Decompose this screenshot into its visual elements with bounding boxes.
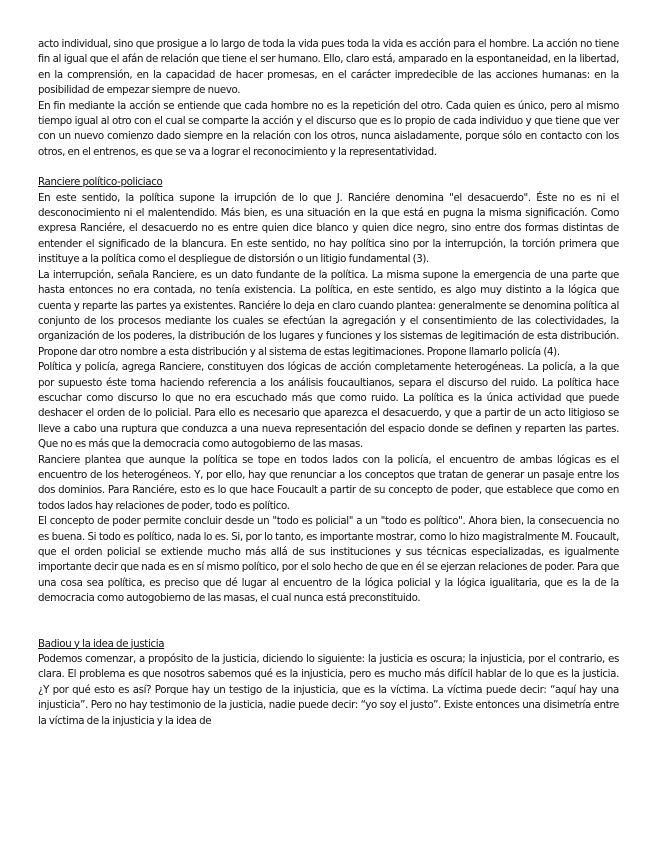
intro-paragraph-2: En fin mediante la acción se entiende que cada hombre no es la repetición del otro. Cada quien es único, pero al mismo tiempo igual al otro con el cual se comparte la acción y el discurso que es lo propio de cada individuo y que tiene que ver con un nuevo comienzo dado siempre en la relación con los otros, nunca aisladamente, porque sólo en contacto con los otros, en el entrenos, es que se va a lograr el reconocimiento y la representatividad. xyxy=(38,99,619,158)
ranciere-paragraph-2: La interrupción, señala Ranciere, es un dato fundante de la política. La misma supone la emergencia de una parte que hasta entonces no era contada, no tenía existencia. La política, en este sentido, es algo muy distinto a la lógica que cuenta y reparte las partes ya existentes. Ranciére lo deja en claro cuando plantea: generalmente se denomina política al conjunto de los procesos mediante los cuales se efectúan la agregación y el consentimiento de las colectividades, la organización de los poderes, la distribución de los lugares y funciones y los sistemas de legitimación de esta distribución. Propone dar otro nombre a esta distribución y al sistema de estas legitimaciones. Propone llamarlo policía (4). xyxy=(38,268,619,358)
ranciere-paragraph-4: Ranciere plantea que aunque la política se tope en todos lados con la policía, el encuentro de ambas lógicas es el encuentro de los heterogéneos. Y, por ello, hay que renunciar a los conceptos que tratan de generar un pasaje entre los dos dominios. Para Ranciére, esto es lo que hace Foucault a partir de su concepto de poder, que establece que como en todos lados hay relaciones de poder, todo es político. xyxy=(38,453,619,512)
badiou-paragraph-1: Podemos comenzar, a propósito de la justicia, diciendo lo siguiente: la justicia es oscura; la injusticia, por el contrario, es clara. El problema es que nosotros sabemos qué es la injusticia, pero es mucho más difícil hablar de lo que es la justicia. ¿Y por qué esto es así? Porque hay un testigo de la injusticia, que es la víctima. La víctima puede decir: “aquí hay una injusticia”. Pero no hay testimonio de la justicia, nadie puede decir: “yo soy el justo”. Existe entonces una disimetría entre la víctima de la injusticia y la idea de xyxy=(38,653,619,727)
section-heading-badiou: Badiou y la idea de justicia xyxy=(38,637,165,650)
intro-paragraph-1: acto individual, sino que prosigue a lo largo de toda la vida pues toda la vida es acción para el hombre. La acción no tiene fin al igual que el afán de relación que tiene el ser humano. Ello, claro está, amparado en la espontaneidad, en la libertad, en la comprensión, en la capacidad de hacer promesas, en el carácter impredecible de las acciones humanas: en la posibilidad de empezar siempre de nuevo. xyxy=(38,38,619,97)
ranciere-paragraph-5: El concepto de poder permite concluir desde un "todo es policial" a un "todo es político". Ahora bien, la consecuencia no es buena. Si todo es político, nada lo es. Si, por lo tanto, es importante mostrar, como lo hizo magistralmente M. Foucault, que el orden policial se extiende mucho más allá de sus instituciones y sus técnicas especializadas, es igualmente importante decir que nada es en sí mismo político, por el solo hecho de que en él se ejerzan relaciones de poder. Para que una cosa sea política, es preciso que dé lugar al encuentro de la lógica policial y la lógica igualitaria, que es la de la democracia como autogobierno de las masas, el cual nunca está preconstituido. xyxy=(38,515,619,605)
ranciere-paragraph-3: Política y policía, agrega Ranciere, constituyen dos lógicas de acción completamente heterogéneas. La policía, a la que por supuesto éste toma haciendo referencia a los análisis foucaultianos, separa el discurso del ruido. La política hace escuchar como discurso lo que no era escuchado más que como ruido. La política es la única actividad que puede deshacer el orden de lo policial. Para ello es necesario que aparezca el desacuerdo, y que a partir de un acto litigioso se lleve a cabo una ruptura que conduzca a una nueva representación del espacio donde se definen y reparten las partes. Que no es más que la democracia como autogobierno de las masas. xyxy=(38,361,619,451)
document-page xyxy=(38,37,619,729)
section-heading-ranciere: Ranciere político-policiaco xyxy=(38,176,163,189)
ranciere-paragraph-1: En este sentido, la política supone la irrupción de lo que J. Ranciére denomina "el desacuerdo". Éste no es ni el desconocimiento ni el malentendido. Más bien, es una situación en la que está en pugna la misma significación. Como expresa Ranciére, el desacuerdo no es entre quien dice blanco y quien dice negro, sino entre dos formas distintas de entender el significado de la blancura. En este sentido, no hay política sino por la interrupción, la torción primera que instituye a la política como el despliegue de distorsión o un litigio fundamental (3). xyxy=(38,191,619,266)
